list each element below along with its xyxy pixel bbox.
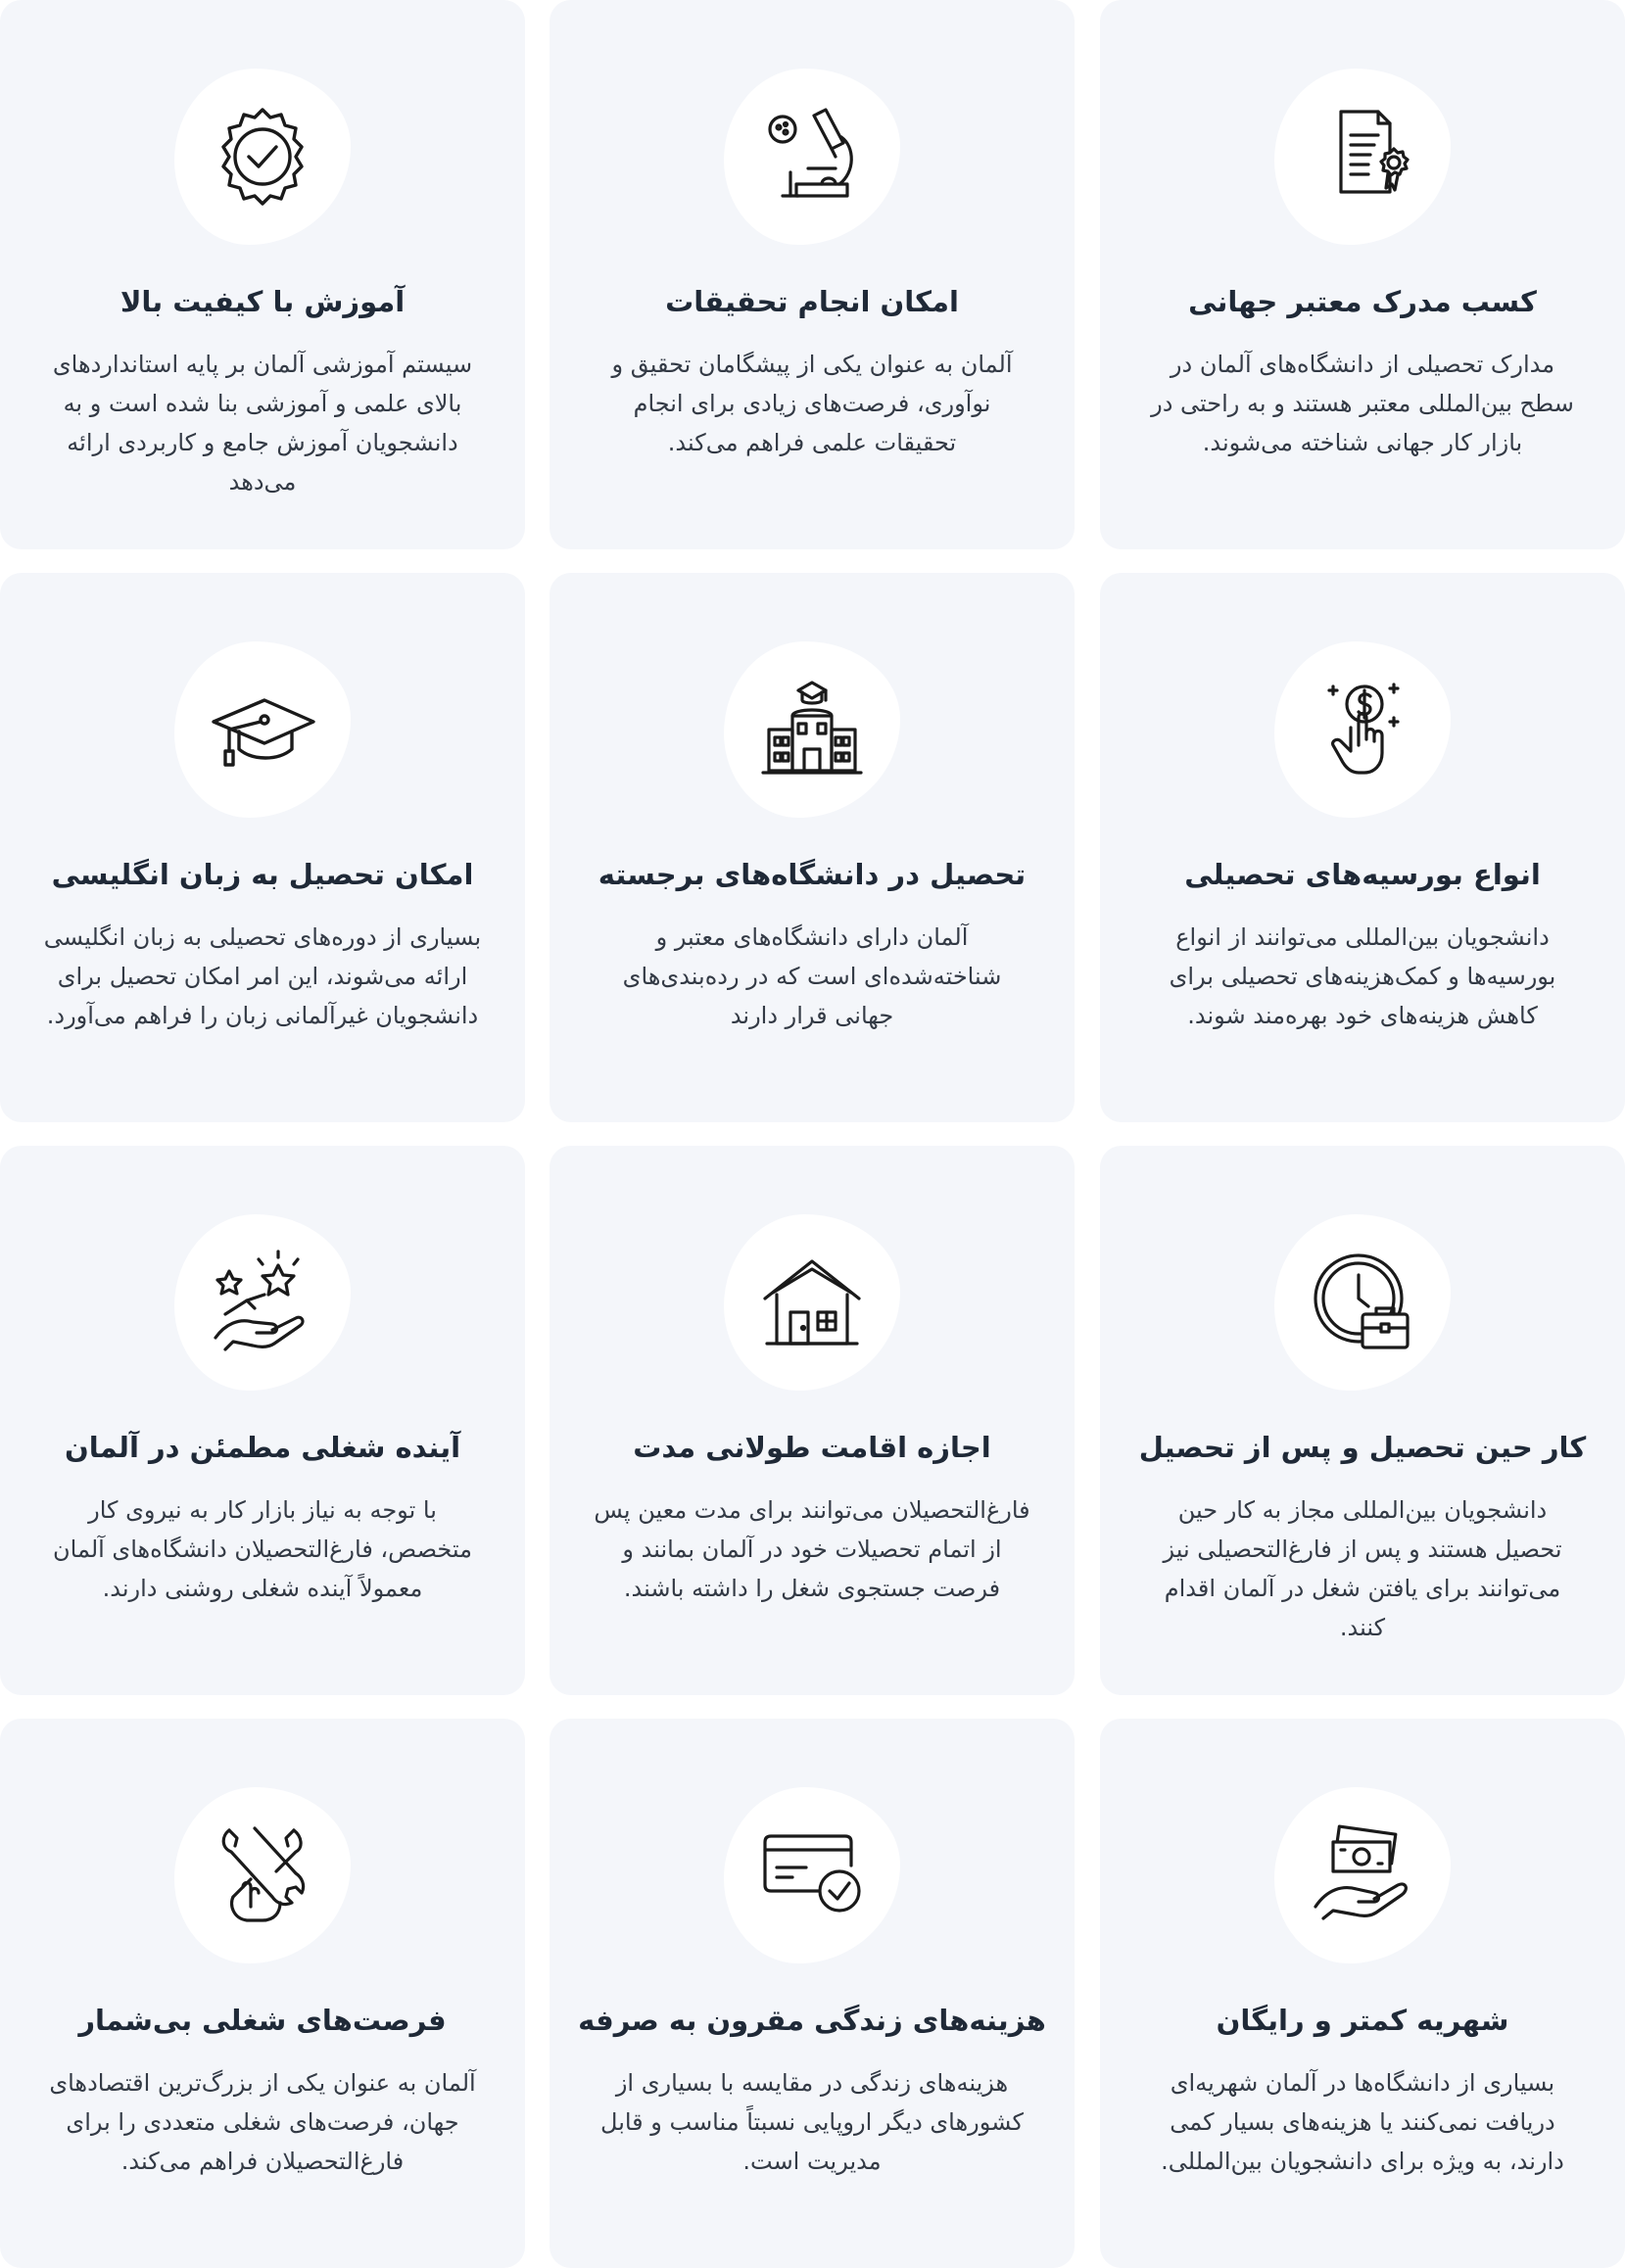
card-description: آلمان به عنوان یکی از پیشگامان تحقیق و نوآوری، فرصت‌های زیادی برای انجام تحقیقات علمی فراهم می‌کند. (611, 351, 1013, 456)
scholarship-coin-icon (1304, 671, 1421, 788)
feature-card-residence-permit (550, 1146, 1075, 1695)
feature-card-top-universities (550, 573, 1075, 1122)
card-title: انواع بورسیه‌های تحصیلی (1184, 858, 1541, 891)
feature-card-quality-education (0, 0, 525, 549)
feature-card-work-while-study (1100, 1146, 1625, 1695)
stars-hand-icon (204, 1244, 321, 1361)
card-description: بسیاری از دانشگاه‌ها در آلمان شهریه‌ای دریافت نمی‌کنند یا هزینه‌های بسیار کمی دارند، به ویژه برای دانشجویان بین‌المللی. (1161, 2069, 1564, 2175)
house-icon (753, 1244, 871, 1361)
card-title: شهریه کمتر و رایگان (1216, 2004, 1509, 2037)
card-description: دانشجویان بین‌المللی می‌توانند از انواع بورسیه‌ها و کمک‌هزینه‌های تحصیلی برای کاهش هزینه‌های خود بهره‌مند شوند. (1169, 923, 1556, 1029)
card-description: با توجه به نیاز بازار کار به نیروی کار متخصص، فارغ‌التحصیلان دانشگاه‌های آلمان معمولاً آینده شغلی روشنی دارند. (53, 1496, 472, 1602)
quality-badge-icon (204, 98, 321, 215)
card-description: فارغ‌التحصیلان می‌توانند برای مدت معین پس از اتمام تحصیلات خود در آلمان بمانند و فرصت جستجوی شغل را داشته باشند. (594, 1496, 1030, 1602)
money-hand-icon (1304, 1817, 1421, 1934)
card-description: آلمان به عنوان یکی از بزرگ‌ترین اقتصادهای جهان، فرصت‌های شغلی متعددی را برای فارغ‌التحصیلان فراهم می‌کند. (49, 2069, 476, 2175)
feature-card-research (550, 0, 1075, 549)
card-description: هزینه‌های زندگی در مقایسه با بسیاری از کشورهای دیگر اروپایی نسبتاً مناسب و قابل مدیریت است. (600, 2069, 1024, 2175)
university-building-icon (753, 671, 871, 788)
card-title: آینده شغلی مطمئن در آلمان (64, 1431, 461, 1464)
card-title: امکان انجام تحقیقات (665, 285, 959, 318)
feature-card-job-opportunities (0, 1719, 525, 2268)
card-description: دانشجویان بین‌المللی مجاز به کار حین تحصیل هستند و پس از فارغ‌التحصیلی نیز می‌توانند برای یافتن شغل در آلمان اقدام کنند. (1163, 1496, 1562, 1641)
card-description: آلمان دارای دانشگاه‌های معتبر و شناخته‌شده‌ای است که در رده‌بندی‌های جهانی قرار دارند (622, 923, 1002, 1029)
tools-hand-icon (204, 1817, 321, 1934)
card-title: فرصت‌های شغلی بی‌شمار (78, 2004, 447, 2037)
feature-card-scholarships (1100, 573, 1625, 1122)
feature-card-career-future (0, 1146, 525, 1695)
card-check-icon (753, 1817, 871, 1934)
card-title: تحصیل در دانشگاه‌های برجسته (597, 858, 1027, 891)
card-title: کار حین تحصیل و پس از تحصیل (1138, 1431, 1587, 1464)
card-description: سیستم آموزشی آلمان بر پایه استانداردهای بالای علمی و آموزشی بنا شده است و به دانشجویان آموزش جامع و کاربردی ارائه می‌دهد (52, 351, 473, 496)
microscope-icon (753, 98, 871, 215)
graduation-cap-icon (204, 671, 321, 788)
feature-card-living-cost (550, 1719, 1075, 2268)
card-title: کسب مدرک معتبر جهانی (1188, 285, 1537, 318)
feature-card-global-degree (1100, 0, 1625, 549)
feature-card-english-study (0, 573, 525, 1122)
card-description: مدارک تحصیلی از دانشگاه‌های آلمان در سطح بین‌المللی معتبر هستند و به راحتی در بازار کار جهانی شناخته می‌شوند. (1151, 351, 1574, 456)
feature-card-low-tuition (1100, 1719, 1625, 2268)
card-title: آموزش با کیفیت بالا (119, 285, 406, 318)
clock-briefcase-icon (1304, 1244, 1421, 1361)
certificate-icon (1304, 98, 1421, 215)
card-description: بسیاری از دوره‌های تحصیلی به زبان انگلیسی ارائه می‌شوند، این امر امکان تحصیل برای دانشجویان غیرآلمانی زبان را فراهم می‌آورد. (43, 923, 482, 1029)
card-title: اجازه اقامت طولانی مدت (633, 1431, 991, 1464)
card-title: هزینه‌های زندگی مقرون به صرفه (578, 2004, 1046, 2037)
card-title: امکان تحصیل به زبان انگلیسی (51, 858, 474, 891)
